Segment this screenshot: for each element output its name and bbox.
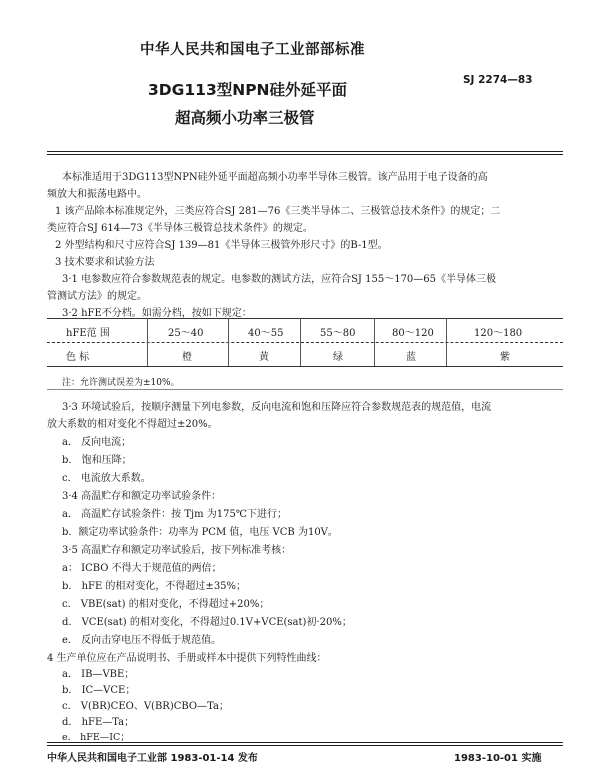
section31-line1: 3·1 电参数应符合参数规范表的规定。电参数的测试方法，应符合SJ 155～170—65《半导体三极 bbox=[62, 274, 497, 285]
bottom-rule-double bbox=[47, 745, 563, 746]
table-cell-color: 蓝 bbox=[406, 352, 416, 363]
intro-line2: 频放大和振荡电路中。 bbox=[47, 189, 147, 200]
section1-line1: 1 该产品除本标准规定外，三类应符合SJ 281—76《三类半导体二、三极管总技术条件》的规定；二 bbox=[55, 206, 501, 217]
section2: 2 外型结构和尺寸应符合SJ 139—81《半导体三极管外形尺寸》的B-1型。 bbox=[55, 240, 388, 251]
section4: 4 生产单位应在产品说明书、手册或样本中提供下列特性曲线： bbox=[47, 653, 327, 664]
section3-heading: 3 技术要求和试验方法 bbox=[55, 257, 155, 268]
table-cell-range: 120～180 bbox=[474, 328, 523, 339]
section4-item-c: c． V(BR)CEO、V(BR)CBO—Ta； bbox=[62, 701, 229, 712]
table-cell-color: 黄 bbox=[259, 352, 269, 363]
table-cell-color: 橙 bbox=[182, 352, 192, 363]
section35-item-b: b． hFE 的相对变化，不得超过±35%； bbox=[62, 581, 247, 592]
table-cell-range: 40～55 bbox=[248, 328, 284, 339]
section35-item-d: d． VCE(sat) 的相对变化，不得超过0.1V+VCE(sat)初·20%； bbox=[62, 617, 352, 628]
section1-line2: 类应符合SJ 614—73《半导体三极管总技术条件》的规定。 bbox=[47, 223, 313, 234]
table-top-rule bbox=[47, 318, 563, 319]
standard-number: SJ 2274—83 bbox=[463, 74, 533, 86]
table-col-divider bbox=[147, 318, 148, 366]
document-title-line1: 3DG113型NPN硅外延平面 bbox=[148, 81, 348, 99]
footer-issue-date: 中华人民共和国电子工业部 1983-01-14 发布 bbox=[47, 753, 258, 764]
table-cell-range: 80～120 bbox=[392, 328, 434, 339]
section4-item-a: a． IB—VBE； bbox=[62, 669, 135, 680]
section35: 3·5 高温贮存和额定功率试验后，按下列标准考核： bbox=[62, 545, 292, 556]
table-col-divider bbox=[300, 318, 301, 366]
section35-item-e: e． 反向击穿电压不得低于规范值。 bbox=[62, 635, 222, 646]
table-mid-rule bbox=[47, 342, 563, 343]
section31-line2: 管测试方法》的规定。 bbox=[47, 291, 147, 302]
ministry-title: 中华人民共和国电子工业部部标准 bbox=[140, 42, 365, 58]
top-rule bbox=[47, 151, 563, 152]
table-col-divider bbox=[446, 318, 447, 366]
table-bottom-rule bbox=[47, 366, 563, 367]
section33-line1: 3·3 环境试验后，按顺序测量下列电参数，反向电流和饱和压降应符合参数规范表的规范值，电流 bbox=[62, 402, 492, 413]
section35-item-a: a： ICBO 不得大于规范值的两倍； bbox=[62, 563, 222, 574]
table-cell-color: 绿 bbox=[333, 352, 343, 363]
section34-item-b: b．额定功率试验条件：功率为 PCM 值，电压 VCB 为10V。 bbox=[62, 527, 338, 538]
section33-line2: 放大系数的相对变化不得超过±20%。 bbox=[47, 419, 218, 430]
note-rule bbox=[47, 389, 563, 390]
section35-item-c: c． VBE(sat) 的相对变化，不得超过+20%； bbox=[62, 599, 270, 610]
table-header-color-code: 色 标 bbox=[66, 352, 90, 363]
section33-item-c: c． 电流放大系数。 bbox=[62, 473, 151, 484]
table-note: 注：允许测试误差为±10%。 bbox=[62, 378, 180, 388]
section4-item-e: e． hFE—IC； bbox=[62, 732, 130, 743]
section34: 3·4 高温贮存和额定功率试验条件： bbox=[62, 491, 222, 502]
table-col-divider bbox=[228, 318, 229, 366]
table-cell-range: 55～80 bbox=[320, 328, 356, 339]
document-title-line2: 超高频小功率三极管 bbox=[175, 109, 315, 127]
table-header-hfe-range: hFE范 围 bbox=[66, 328, 110, 339]
footer-effective-date: 1983-10-01 实施 bbox=[454, 753, 542, 764]
section4-item-b: b． IC—VCE； bbox=[62, 685, 136, 696]
section32: 3·2 hFE不分档。如需分档，按如下规定： bbox=[62, 308, 252, 319]
section33-item-b: b． 饱和压降； bbox=[62, 455, 132, 466]
intro-line1: 本标准适用于3DG113型NPN硅外延平面超高频小功率半导体三极管。该产品用于电子设备的高 bbox=[62, 172, 488, 183]
table-cell-range: 25～40 bbox=[168, 328, 204, 339]
section4-item-d: d． hFE—Ta； bbox=[62, 717, 135, 728]
table-col-divider bbox=[374, 318, 375, 366]
section33-item-a: a． 反向电流； bbox=[62, 437, 132, 448]
top-rule-double bbox=[47, 154, 563, 155]
table-cell-color: 紫 bbox=[500, 352, 510, 363]
section34-item-a: a． 高温贮存试验条件：按 Tjm 为175℃下进行； bbox=[62, 509, 288, 520]
